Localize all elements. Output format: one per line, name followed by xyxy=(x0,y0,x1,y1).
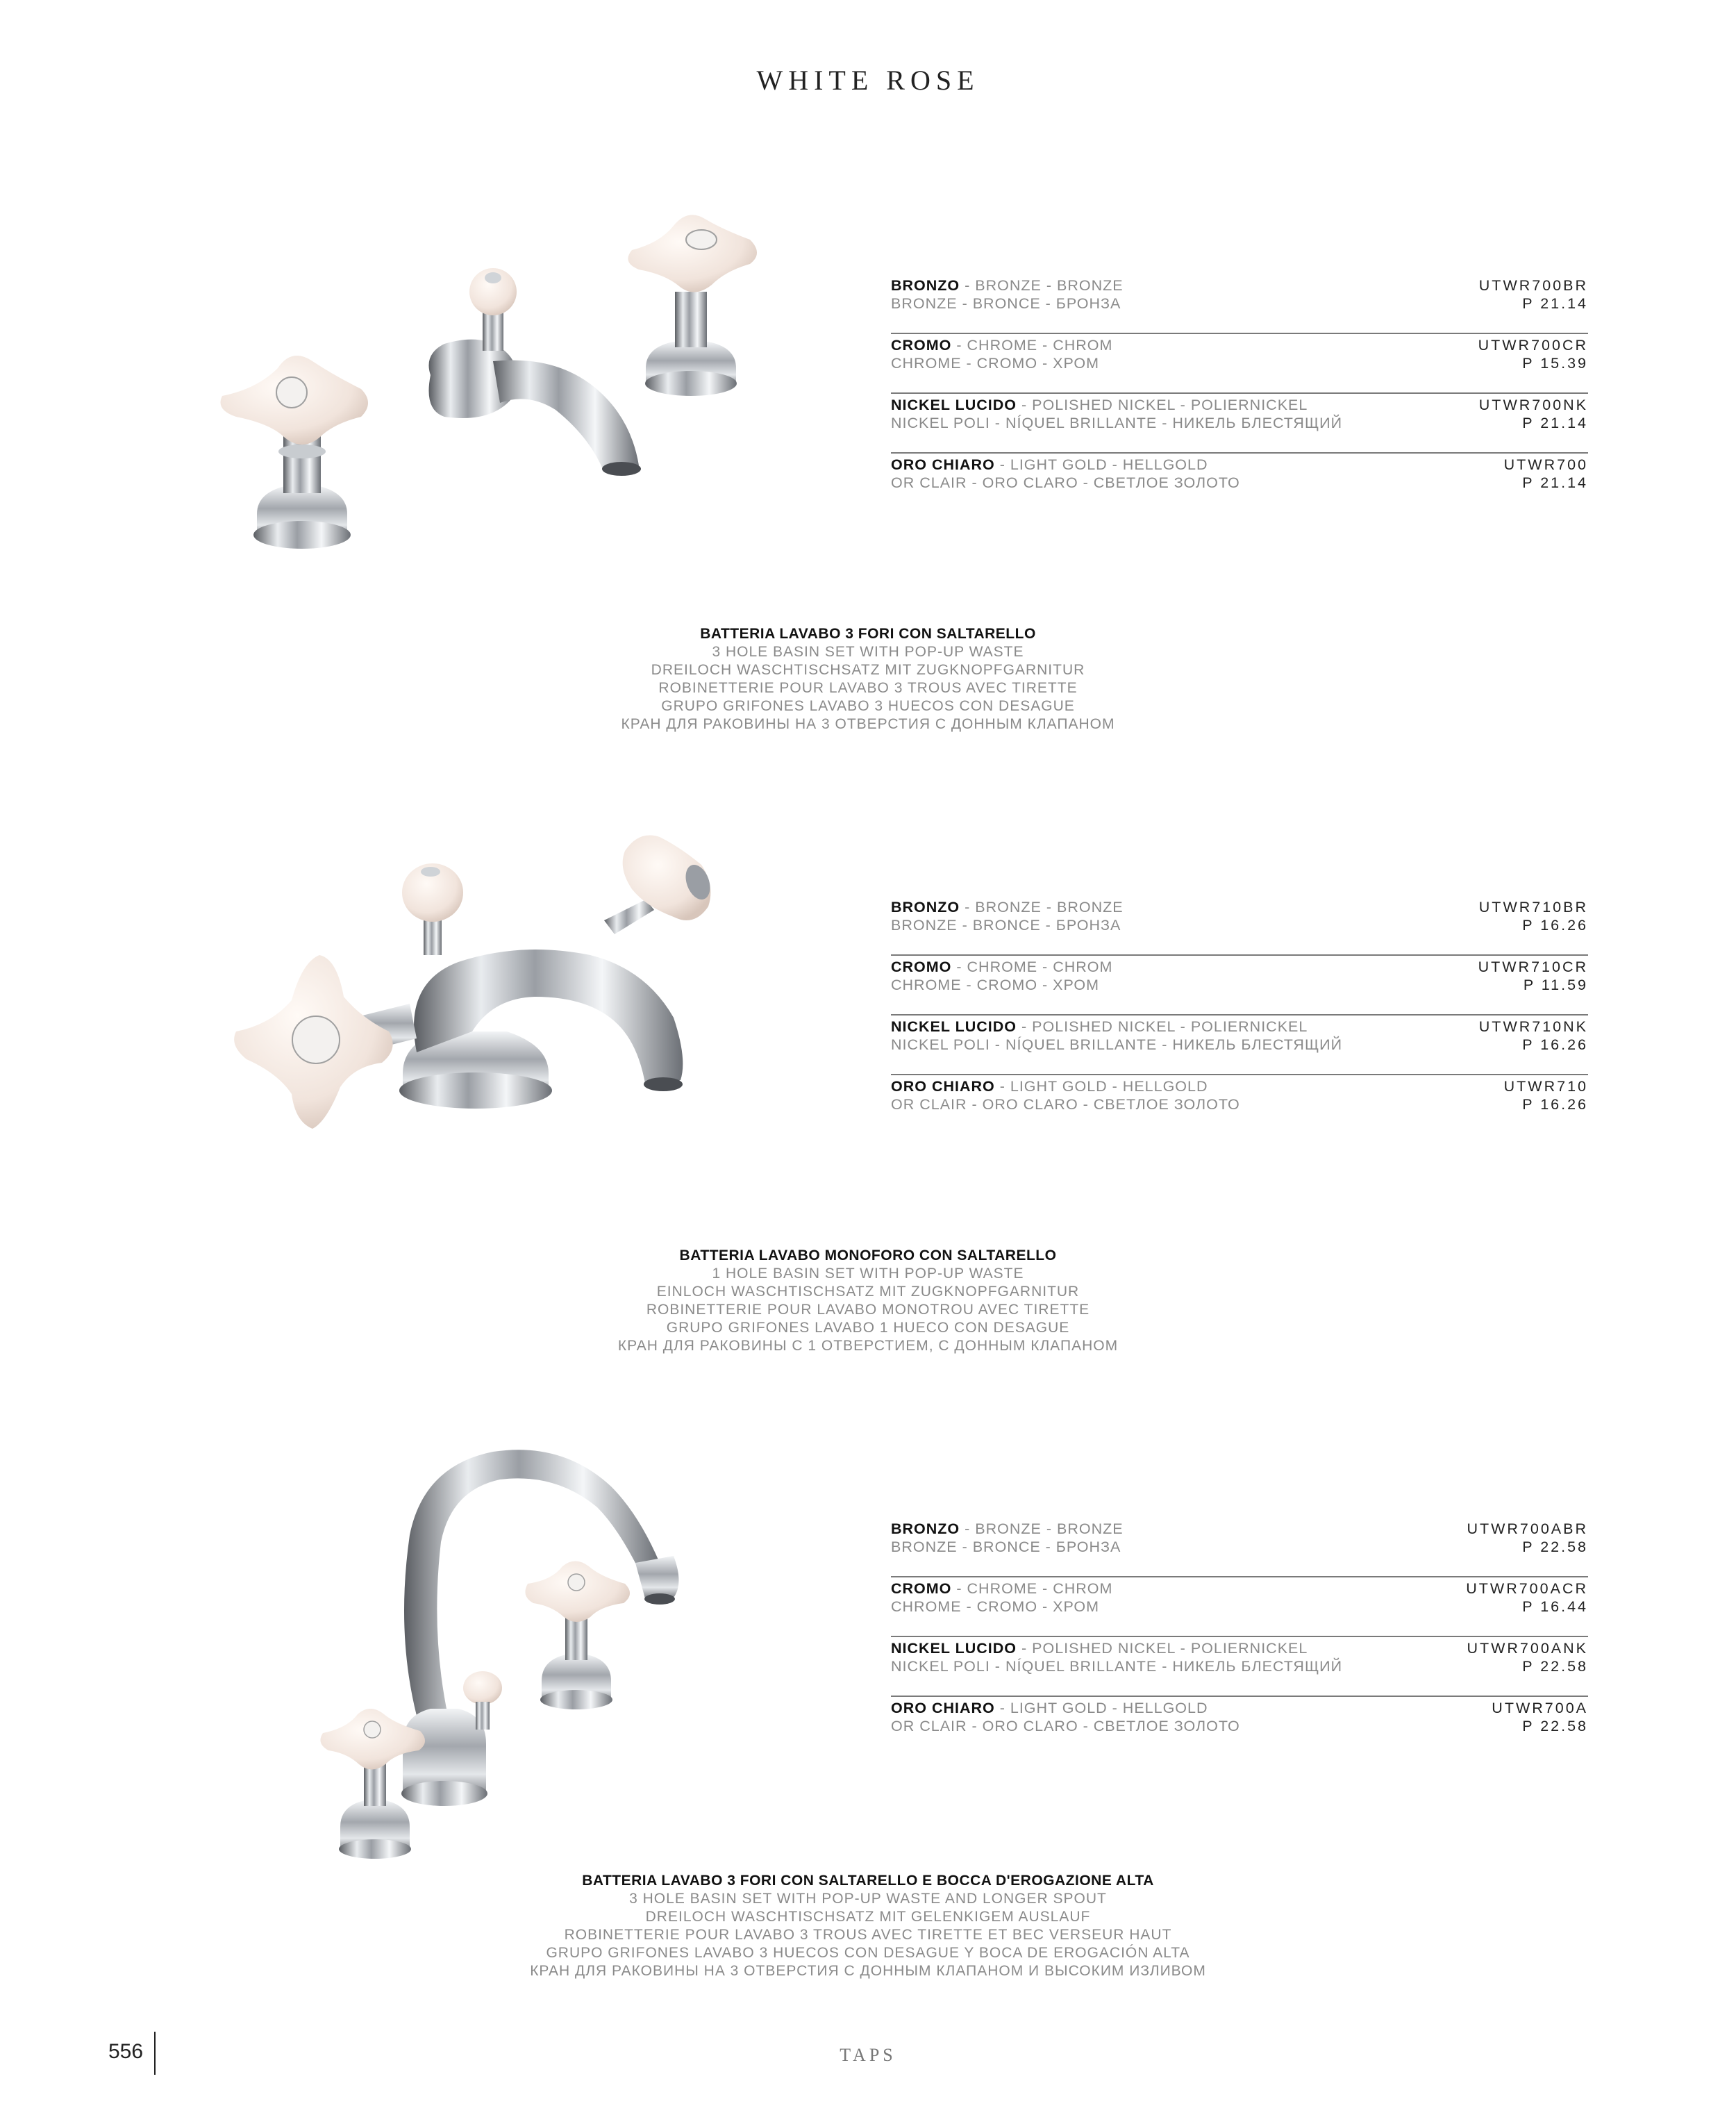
variant-finish-name: NICKEL LUCIDO xyxy=(891,1018,1017,1035)
variant-row-bronzo xyxy=(891,274,1588,334)
variant-row-bronzo xyxy=(891,1518,1588,1577)
variant-row-cromo xyxy=(891,334,1588,394)
product-description xyxy=(0,1872,1736,1980)
product-title: BATTERIA LAVABO 3 FORI CON SALTARELLO xyxy=(700,626,1036,642)
product-desc-fr: ROBINETTERIE POUR LAVABO MONOTROU AVEC TIRETTE xyxy=(646,1302,1090,1318)
variant-price: P 21.14 xyxy=(1522,415,1588,431)
product-desc-ru: КРАН ДЛЯ РАКОВИНЫ С 1 ОТВЕРСТИЕМ, С ДОННЫМ КЛАПАНОМ xyxy=(617,1338,1119,1354)
product-desc-de: EINLOCH WASCHTISCHSATZ MIT ZUGKNOPFGARNITUR xyxy=(656,1284,1080,1300)
variant-finish-translations-2: CHROME - CROMO - ХРОМ xyxy=(891,1598,1100,1615)
variant-finish-translations: - POLISHED NICKEL - POLIERNICKEL xyxy=(1017,1640,1308,1657)
variant-row-nickel-lucido xyxy=(891,394,1588,454)
variant-finish-translations: - BRONZE - BRONZE xyxy=(960,277,1124,294)
variant-row-nickel-lucido xyxy=(891,1637,1588,1697)
variant-list xyxy=(891,274,1588,513)
product-desc-ru: КРАН ДЛЯ РАКОВИНЫ НА 3 ОТВЕРСТИЯ С ДОННЫМ КЛАПАНОМ И ВЫСОКИМ ИЗЛИВОМ xyxy=(530,1963,1206,1979)
variant-finish-translations-2: BRONZE - BRONCE - БРОНЗА xyxy=(891,917,1121,934)
variant-finish-name: NICKEL LUCIDO xyxy=(891,1640,1017,1657)
variant-finish-translations-2: OR CLAIR - ORO CLARO - СВЕТЛОЕ ЗОЛОТО xyxy=(891,474,1240,491)
right-cross-handle xyxy=(628,215,757,396)
variant-code: UTWR700ACR xyxy=(1466,1580,1588,1597)
variant-list xyxy=(891,896,1588,1135)
variant-code: UTWR710CR xyxy=(1478,959,1588,975)
variant-finish-name: CROMO xyxy=(891,959,952,975)
variant-code: UTWR710NK xyxy=(1478,1018,1588,1035)
variant-code: UTWR700A xyxy=(1492,1700,1588,1716)
variant-row-oro-chiaro xyxy=(891,1075,1588,1135)
variant-finish-name: CROMO xyxy=(891,1580,952,1597)
tall-swan-spout xyxy=(401,1450,679,1806)
product-desc-es: GRUPO GRIFONES LAVABO 3 HUECOS CON DESAGUE xyxy=(661,698,1075,714)
variant-price: P 15.39 xyxy=(1522,355,1588,372)
variant-finish-name: BRONZO xyxy=(891,277,960,294)
variant-row-oro-chiaro xyxy=(891,1697,1588,1757)
footer-section-label: TAPS xyxy=(840,2045,896,2065)
product-desc-es: GRUPO GRIFONES LAVABO 1 HUECO CON DESAGUE xyxy=(666,1320,1070,1336)
variant-finish-name: ORO CHIARO xyxy=(891,1078,995,1095)
variant-code: UTWR700ANK xyxy=(1467,1640,1588,1657)
product-image-3-hole-basin-set xyxy=(215,188,812,604)
page-number: 556 xyxy=(108,2040,144,2063)
page-title: WHITE ROSE xyxy=(756,65,980,96)
variant-finish-translations-2: NICKEL POLI - NÍQUEL BRILLANTE - НИКЕЛЬ БЛЕСТЯЩИЙ xyxy=(891,1658,1343,1675)
variant-finish-name: CROMO xyxy=(891,337,952,354)
variant-code: UTWR700ABR xyxy=(1467,1520,1588,1537)
variant-price: P 22.58 xyxy=(1522,1658,1588,1675)
product-desc-fr: ROBINETTERIE POUR LAVABO 3 TROUS AVEC TIRETTE xyxy=(658,680,1078,696)
variant-price: P 21.14 xyxy=(1522,474,1588,491)
variant-finish-translations-2: OR CLAIR - ORO CLARO - СВЕТЛОЕ ЗОЛОТО xyxy=(891,1096,1240,1113)
variant-finish-name: BRONZO xyxy=(891,1520,960,1537)
product-desc-fr: ROBINETTERIE POUR LAVABO 3 TROUS AVEC TIRETTE ET BEC VERSEUR HAUT xyxy=(564,1927,1172,1943)
variant-price: P 16.44 xyxy=(1522,1598,1588,1615)
center-pop-up-knob xyxy=(402,863,463,955)
product-title: BATTERIA LAVABO 3 FORI CON SALTARELLO E BOCCA D'EROGAZIONE ALTA xyxy=(582,1873,1154,1889)
product-desc-en: 1 HOLE BASIN SET WITH POP-UP WASTE xyxy=(712,1266,1024,1282)
product-title: BATTERIA LAVABO MONOFORO CON SALTARELLO xyxy=(679,1247,1057,1263)
left-cross-handle xyxy=(234,955,392,1129)
product-desc-de: DREILOCH WASCHTISCHSATZ MIT GELENKIGEM AUSLAUF xyxy=(645,1909,1091,1925)
variant-finish-name: NICKEL LUCIDO xyxy=(891,397,1017,413)
product-desc-en: 3 HOLE BASIN SET WITH POP-UP WASTE AND LONGER SPOUT xyxy=(629,1891,1107,1907)
variant-code: UTWR710 xyxy=(1503,1078,1588,1095)
variant-finish-translations-2: CHROME - CROMO - ХРОМ xyxy=(891,977,1100,993)
variant-row-oro-chiaro xyxy=(891,454,1588,513)
variant-code: UTWR700BR xyxy=(1478,277,1588,294)
product-image-1-hole-basin-set xyxy=(229,823,771,1184)
variant-finish-translations: - LIGHT GOLD - HELLGOLD xyxy=(994,1700,1208,1716)
variant-finish-translations-2: NICKEL POLI - NÍQUEL BRILLANTE - НИКЕЛЬ БЛЕСТЯЩИЙ xyxy=(891,415,1343,431)
product-desc-de: DREILOCH WASCHTISCHSATZ MIT ZUGKNOPFGARNITUR xyxy=(651,662,1085,678)
variant-finish-translations: - BRONZE - BRONZE xyxy=(960,899,1124,915)
right-lever-handle xyxy=(604,836,715,935)
variant-code: UTWR700CR xyxy=(1478,337,1588,354)
center-spout xyxy=(429,268,642,476)
variant-code: UTWR700NK xyxy=(1478,397,1588,413)
variant-finish-name: ORO CHIARO xyxy=(891,456,995,473)
variant-finish-translations-2: BRONZE - BRONCE - БРОНЗА xyxy=(891,1539,1121,1555)
variant-price: P 11.59 xyxy=(1523,977,1588,993)
variant-finish-translations: - CHROME - CHROM xyxy=(951,959,1113,975)
product-description xyxy=(0,1247,1736,1355)
variant-finish-translations-2: OR CLAIR - ORO CLARO - СВЕТЛОЕ ЗОЛОТО xyxy=(891,1718,1240,1734)
variant-list xyxy=(891,1518,1588,1757)
left-cross-handle xyxy=(221,356,369,549)
mixer-body xyxy=(354,950,683,1109)
variant-finish-translations: - LIGHT GOLD - HELLGOLD xyxy=(994,456,1208,473)
variant-price: P 22.58 xyxy=(1522,1539,1588,1555)
variant-price: P 16.26 xyxy=(1522,1096,1588,1113)
variant-row-cromo xyxy=(891,956,1588,1016)
variant-finish-translations-2: CHROME - CROMO - ХРОМ xyxy=(891,355,1100,372)
product-desc-ru: КРАН ДЛЯ РАКОВИНЫ НА 3 ОТВЕРСТИЯ С ДОННЫМ КЛАПАНОМ xyxy=(621,716,1115,732)
product-image-3-hole-basin-set-longer-spout xyxy=(312,1424,729,1882)
variant-finish-translations: - BRONZE - BRONZE xyxy=(960,1520,1124,1537)
variant-finish-name: ORO CHIARO xyxy=(891,1700,995,1716)
product-desc-en: 3 HOLE BASIN SET WITH POP-UP WASTE xyxy=(712,644,1024,660)
variant-finish-translations: - LIGHT GOLD - HELLGOLD xyxy=(994,1078,1208,1095)
variant-price: P 21.14 xyxy=(1522,295,1588,312)
variant-finish-translations-2: BRONZE - BRONCE - БРОНЗА xyxy=(891,295,1121,312)
product-description xyxy=(0,625,1736,733)
right-cross-handle xyxy=(525,1561,630,1710)
variant-finish-name: BRONZO xyxy=(891,899,960,915)
product-desc-es: GRUPO GRIFONES LAVABO 3 HUECOS CON DESAGUE Y BOCA DE EROGACIÓN ALTA xyxy=(546,1945,1190,1961)
variant-code: UTWR700 xyxy=(1503,456,1588,473)
variant-finish-translations-2: NICKEL POLI - NÍQUEL BRILLANTE - НИКЕЛЬ БЛЕСТЯЩИЙ xyxy=(891,1036,1343,1053)
variant-row-cromo xyxy=(891,1577,1588,1637)
variant-row-bronzo xyxy=(891,896,1588,956)
variant-price: P 16.26 xyxy=(1522,917,1588,934)
variant-finish-translations: - POLISHED NICKEL - POLIERNICKEL xyxy=(1017,397,1308,413)
variant-finish-translations: - POLISHED NICKEL - POLIERNICKEL xyxy=(1017,1018,1308,1035)
variant-price: P 16.26 xyxy=(1522,1036,1588,1053)
variant-row-nickel-lucido xyxy=(891,1016,1588,1075)
variant-code: UTWR710BR xyxy=(1478,899,1588,915)
variant-finish-translations: - CHROME - CHROM xyxy=(951,337,1113,354)
variant-finish-translations: - CHROME - CHROM xyxy=(951,1580,1113,1597)
variant-price: P 22.58 xyxy=(1522,1718,1588,1734)
